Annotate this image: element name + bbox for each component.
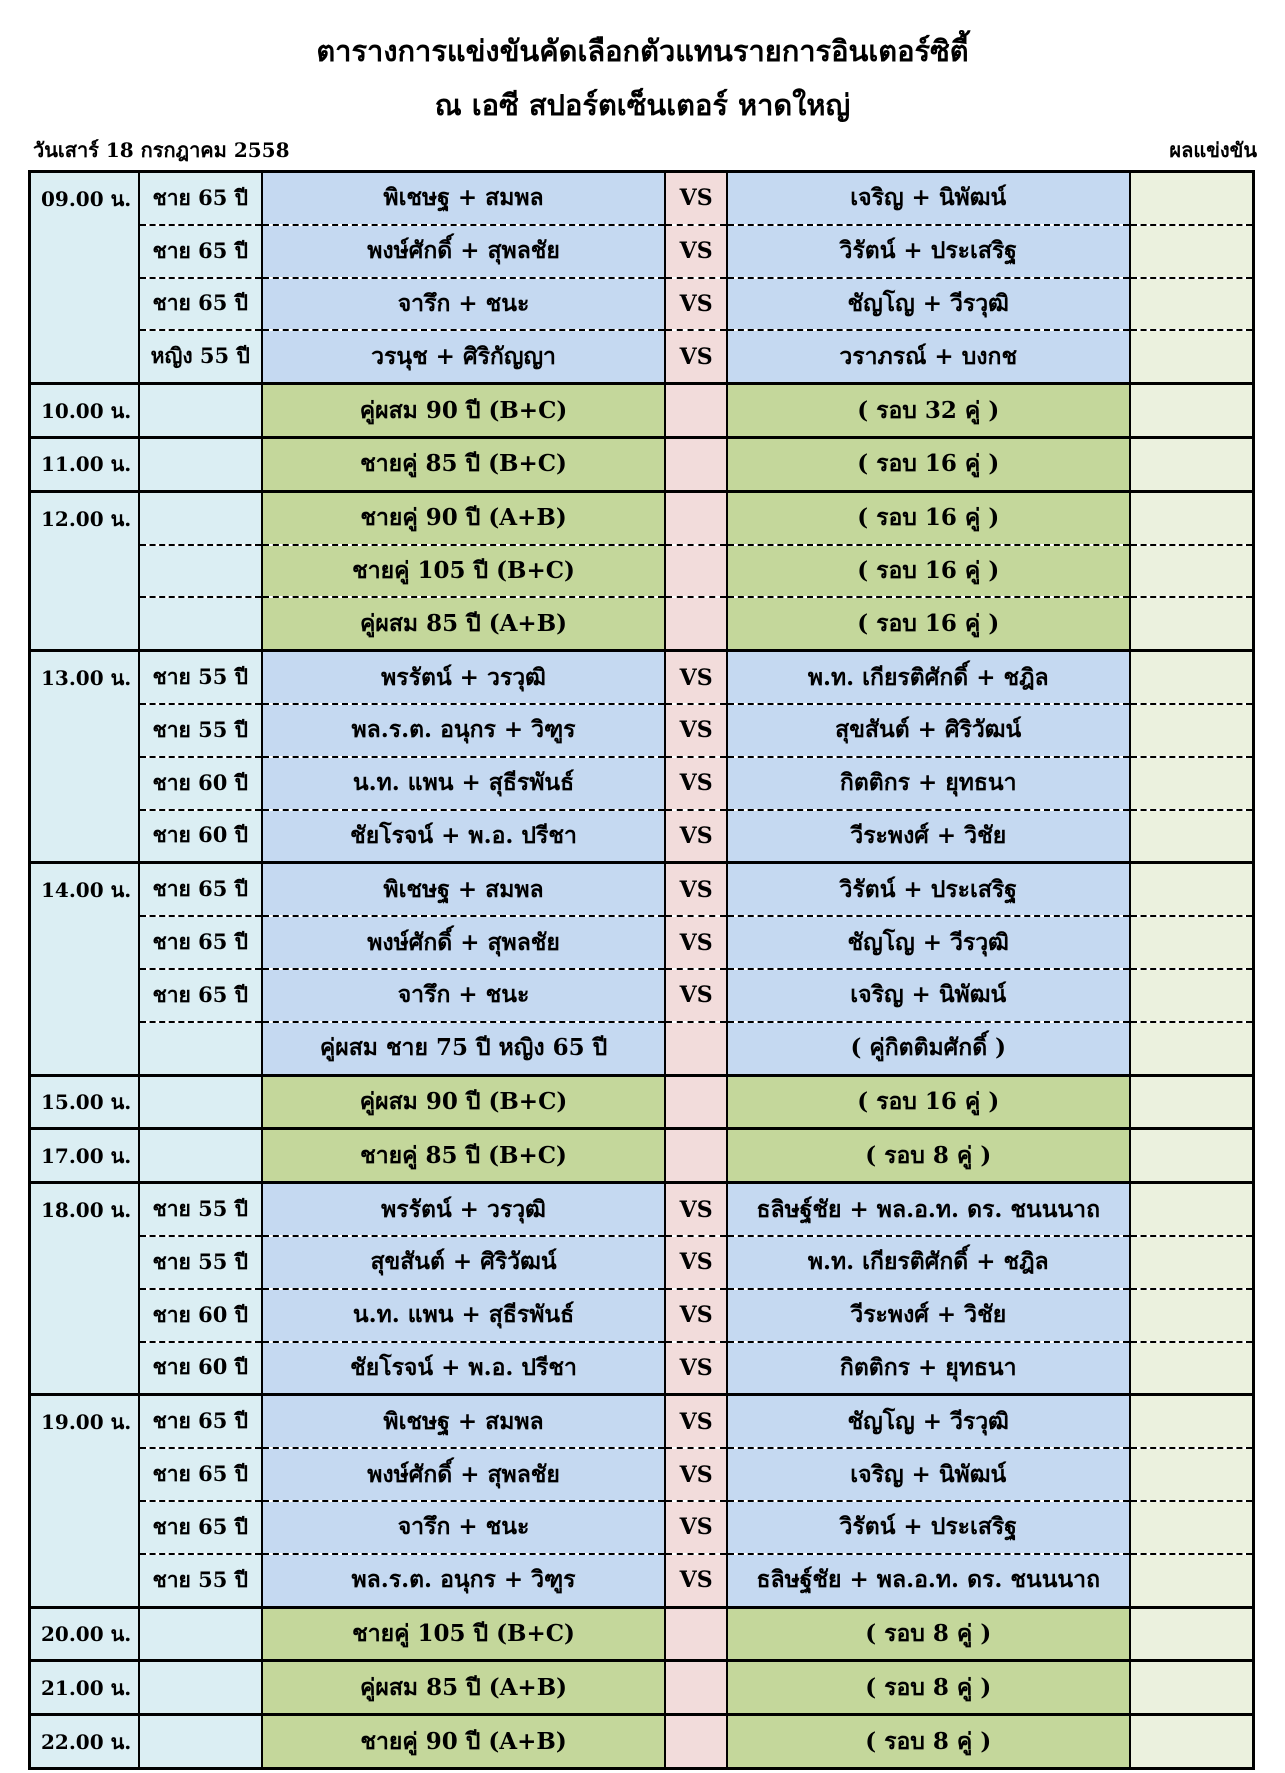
category-cell xyxy=(139,1022,262,1075)
team-left-cell: พิเชษฐ + สมพล xyxy=(262,172,666,225)
event-name-cell: คู่ผสม 85 ปี (A+B) xyxy=(262,597,666,650)
team-right-cell: วิรัตน์ + ประเสริฐ xyxy=(727,863,1130,916)
category-cell: ชาย 65 ปี xyxy=(139,1501,262,1554)
time-cell: 15.00 น. xyxy=(30,1075,139,1129)
result-cell xyxy=(1130,384,1254,438)
event-row xyxy=(30,1129,1254,1183)
time-cell: 20.00 น. xyxy=(30,1607,139,1661)
vs-cell: VS xyxy=(665,330,726,383)
category-cell xyxy=(139,1129,262,1183)
team-left-cell: น.ท. แพน + สุธีรพันธ์ xyxy=(262,1289,666,1342)
category-cell: ชาย 60 ปี xyxy=(139,757,262,810)
match-row xyxy=(30,1022,1254,1075)
team-right-cell: กิตติกร + ยุทธนา xyxy=(727,757,1130,810)
vs-cell: VS xyxy=(665,278,726,331)
match-row xyxy=(30,1183,1254,1236)
event-name-cell: ชายคู่ 105 ปี (B+C) xyxy=(262,545,666,598)
event-row xyxy=(30,545,1254,598)
team-right-cell: ชัญโญ + วีรวุฒิ xyxy=(727,278,1130,331)
result-cell xyxy=(1130,863,1254,916)
team-right-cell: ธลิษฐ์ชัย + พล.อ.ท. ดร. ชนนนาถ xyxy=(727,1554,1130,1607)
result-cell xyxy=(1130,969,1254,1022)
match-row xyxy=(30,757,1254,810)
team-right-cell: วิรัตน์ + ประเสริฐ xyxy=(727,1501,1130,1554)
vs-cell xyxy=(665,1715,726,1769)
time-cell xyxy=(30,1501,139,1554)
vs-cell xyxy=(665,1075,726,1129)
result-cell xyxy=(1130,1183,1254,1236)
match-row xyxy=(30,1448,1254,1501)
result-cell xyxy=(1130,651,1254,704)
page-title: ตารางการแข่งขันคัดเลือกตัวแทนรายการอินเตอร์ซิตี้ xyxy=(316,34,969,68)
match-row xyxy=(30,651,1254,704)
venue-subtitle: ณ เอซี สปอร์ตเซ็นเตอร์ หาดใหญ่ xyxy=(434,88,851,122)
vs-cell: VS xyxy=(665,172,726,225)
team-left-cell: ชัยโรจน์ + พ.อ. ปรีชา xyxy=(262,1342,666,1395)
category-cell: ชาย 65 ปี xyxy=(139,225,262,278)
match-row xyxy=(30,969,1254,1022)
team-left-cell: พล.ร.ต. อนุกร + วิฑูร xyxy=(262,1554,666,1607)
team-left-cell: จารึก + ชนะ xyxy=(262,1501,666,1554)
result-cell xyxy=(1130,545,1254,598)
team-left-cell: พงษ์ศักดิ์ + สุพลชัย xyxy=(262,225,666,278)
team-left-cell: พงษ์ศักดิ์ + สุพลชัย xyxy=(262,916,666,969)
match-row xyxy=(30,330,1254,383)
vs-cell: VS xyxy=(665,1342,726,1395)
vs-cell: VS xyxy=(665,225,726,278)
vs-cell xyxy=(665,491,726,544)
result-cell xyxy=(1130,916,1254,969)
category-cell: ชาย 55 ปี xyxy=(139,1183,262,1236)
time-cell xyxy=(30,545,139,598)
category-cell xyxy=(139,437,262,491)
time-cell: 13.00 น. xyxy=(30,651,139,704)
time-cell xyxy=(30,704,139,757)
result-cell xyxy=(1130,1236,1254,1289)
round-cell: ( รอบ 16 คู่ ) xyxy=(727,437,1130,491)
category-cell: ชาย 65 ปี xyxy=(139,863,262,916)
team-left-cell: จารึก + ชนะ xyxy=(262,278,666,331)
vs-cell xyxy=(665,1661,726,1715)
category-cell: หญิง 55 ปี xyxy=(139,330,262,383)
event-row xyxy=(30,1075,1254,1129)
time-cell xyxy=(30,1554,139,1607)
vs-cell: VS xyxy=(665,863,726,916)
category-cell xyxy=(139,597,262,650)
vs-cell: VS xyxy=(665,1395,726,1448)
event-row xyxy=(30,491,1254,544)
team-left-cell: วรนุช + ศิริกัญญา xyxy=(262,330,666,383)
category-cell: ชาย 55 ปี xyxy=(139,704,262,757)
result-cell xyxy=(1130,437,1254,491)
vs-cell: VS xyxy=(665,810,726,863)
category-cell: ชาย 65 ปี xyxy=(139,916,262,969)
event-name-cell: คู่ผสม 90 ปี (B+C) xyxy=(262,1075,666,1129)
result-cell xyxy=(1130,225,1254,278)
event-row xyxy=(30,1715,1254,1769)
result-cell xyxy=(1130,278,1254,331)
time-cell xyxy=(30,1448,139,1501)
vs-cell xyxy=(665,545,726,598)
team-right-cell: ธลิษฐ์ชัย + พล.อ.ท. ดร. ชนนนาถ xyxy=(727,1183,1130,1236)
result-cell xyxy=(1130,597,1254,650)
time-cell xyxy=(30,810,139,863)
round-cell: ( รอบ 8 คู่ ) xyxy=(727,1129,1130,1183)
vs-cell: VS xyxy=(665,651,726,704)
team-left-cell: พิเชษฐ + สมพล xyxy=(262,1395,666,1448)
category-cell xyxy=(139,384,262,438)
category-cell: ชาย 65 ปี xyxy=(139,278,262,331)
category-cell: ชาย 60 ปี xyxy=(139,1342,262,1395)
round-cell: ( รอบ 8 คู่ ) xyxy=(727,1715,1130,1769)
match-row xyxy=(30,1236,1254,1289)
time-cell: 14.00 น. xyxy=(30,863,139,916)
match-row xyxy=(30,278,1254,331)
match-date: วันเสาร์ 18 กรกฎาคม 2558 xyxy=(33,138,290,162)
result-cell xyxy=(1130,1342,1254,1395)
round-cell: ( รอบ 16 คู่ ) xyxy=(727,545,1130,598)
event-name-cell: ชายคู่ 105 ปี (B+C) xyxy=(262,1607,666,1661)
result-cell xyxy=(1130,491,1254,544)
result-cell xyxy=(1130,1022,1254,1075)
category-cell: ชาย 65 ปี xyxy=(139,1448,262,1501)
team-right-cell: พ.ท. เกียรติศักดิ์ + ชฎิล xyxy=(727,1236,1130,1289)
match-row xyxy=(30,1395,1254,1448)
time-cell xyxy=(30,225,139,278)
round-cell: ( รอบ 16 คู่ ) xyxy=(727,597,1130,650)
schedule-table xyxy=(28,170,1255,1770)
event-name-cell: คู่ผสม 85 ปี (A+B) xyxy=(262,1661,666,1715)
category-cell xyxy=(139,1715,262,1769)
result-cell xyxy=(1130,1289,1254,1342)
time-cell xyxy=(30,597,139,650)
result-cell xyxy=(1130,1501,1254,1554)
team-right-cell: เจริญ + นิพัฒน์ xyxy=(727,969,1130,1022)
team-right-cell: วีระพงศ์ + วิชัย xyxy=(727,1289,1130,1342)
team-right-cell: กิตติกร + ยุทธนา xyxy=(727,1342,1130,1395)
category-cell xyxy=(139,1661,262,1715)
result-cell xyxy=(1130,1075,1254,1129)
result-cell xyxy=(1130,1715,1254,1769)
time-cell: 10.00 น. xyxy=(30,384,139,438)
team-left-cell: จารึก + ชนะ xyxy=(262,969,666,1022)
match-row xyxy=(30,916,1254,969)
match-row xyxy=(30,704,1254,757)
time-cell xyxy=(30,916,139,969)
result-cell xyxy=(1130,330,1254,383)
match-row xyxy=(30,863,1254,916)
round-cell: ( รอบ 32 คู่ ) xyxy=(727,384,1130,438)
category-cell xyxy=(139,545,262,598)
team-left-cell: พิเชษฐ + สมพล xyxy=(262,863,666,916)
result-cell xyxy=(1130,1554,1254,1607)
team-left-cell: พงษ์ศักดิ์ + สุพลชัย xyxy=(262,1448,666,1501)
category-cell: ชาย 65 ปี xyxy=(139,1395,262,1448)
time-cell: 22.00 น. xyxy=(30,1715,139,1769)
event-name-cell: ชายคู่ 85 ปี (B+C) xyxy=(262,1129,666,1183)
time-cell xyxy=(30,757,139,810)
result-cell xyxy=(1130,1395,1254,1448)
round-cell: ( รอบ 16 คู่ ) xyxy=(727,491,1130,544)
match-row xyxy=(30,1554,1254,1607)
vs-cell: VS xyxy=(665,704,726,757)
team-left-cell: ชัยโรจน์ + พ.อ. ปรีชา xyxy=(262,810,666,863)
category-cell xyxy=(139,491,262,544)
match-row xyxy=(30,1342,1254,1395)
event-name-cell: ชายคู่ 85 ปี (B+C) xyxy=(262,437,666,491)
event-row xyxy=(30,1607,1254,1661)
event-row xyxy=(30,597,1254,650)
vs-cell: VS xyxy=(665,1448,726,1501)
team-right-cell: เจริญ + นิพัฒน์ xyxy=(727,1448,1130,1501)
vs-cell: VS xyxy=(665,1289,726,1342)
team-right-cell: วีระพงศ์ + วิชัย xyxy=(727,810,1130,863)
result-cell xyxy=(1130,1448,1254,1501)
time-cell xyxy=(30,969,139,1022)
match-row xyxy=(30,1289,1254,1342)
schedule-body xyxy=(30,172,1254,1769)
match-row xyxy=(30,225,1254,278)
event-row xyxy=(30,437,1254,491)
event-name-cell: คู่ผสม 90 ปี (B+C) xyxy=(262,384,666,438)
team-left-cell: พรรัตน์ + วรวุฒิ xyxy=(262,1183,666,1236)
event-row xyxy=(30,1661,1254,1715)
team-right-cell: สุขสันต์ + ศิริวัฒน์ xyxy=(727,704,1130,757)
round-cell: ( รอบ 8 คู่ ) xyxy=(727,1607,1130,1661)
match-row xyxy=(30,1501,1254,1554)
time-cell: 21.00 น. xyxy=(30,1661,139,1715)
team-left-cell: คู่ผสม ชาย 75 ปี หญิง 65 ปี xyxy=(262,1022,666,1075)
event-name-cell: ชายคู่ 90 ปี (A+B) xyxy=(262,491,666,544)
result-cell xyxy=(1130,704,1254,757)
team-right-cell: วิรัตน์ + ประเสริฐ xyxy=(727,225,1130,278)
result-column-label: ผลแข่งขัน xyxy=(1169,138,1257,162)
time-cell: 19.00 น. xyxy=(30,1395,139,1448)
team-right-cell: ชัญโญ + วีรวุฒิ xyxy=(727,1395,1130,1448)
time-cell xyxy=(30,278,139,331)
vs-cell: VS xyxy=(665,1183,726,1236)
category-cell: ชาย 55 ปี xyxy=(139,1554,262,1607)
round-cell: ( รอบ 8 คู่ ) xyxy=(727,1661,1130,1715)
event-name-cell: ชายคู่ 90 ปี (A+B) xyxy=(262,1715,666,1769)
vs-cell xyxy=(665,1129,726,1183)
time-cell xyxy=(30,1236,139,1289)
team-right-cell: วราภรณ์ + บงกช xyxy=(727,330,1130,383)
category-cell: ชาย 60 ปี xyxy=(139,810,262,863)
category-cell: ชาย 65 ปี xyxy=(139,172,262,225)
vs-cell xyxy=(665,437,726,491)
result-cell xyxy=(1130,1661,1254,1715)
time-cell xyxy=(30,1022,139,1075)
vs-cell: VS xyxy=(665,757,726,810)
team-left-cell: พรรัตน์ + วรวุฒิ xyxy=(262,651,666,704)
category-cell xyxy=(139,1607,262,1661)
time-cell: 17.00 น. xyxy=(30,1129,139,1183)
vs-cell: VS xyxy=(665,1501,726,1554)
time-cell xyxy=(30,330,139,383)
event-row xyxy=(30,384,1254,438)
time-cell xyxy=(30,1289,139,1342)
category-cell: ชาย 55 ปี xyxy=(139,1236,262,1289)
team-right-cell: ชัญโญ + วีรวุฒิ xyxy=(727,916,1130,969)
vs-cell: VS xyxy=(665,969,726,1022)
category-cell xyxy=(139,1075,262,1129)
result-cell xyxy=(1130,1129,1254,1183)
vs-cell xyxy=(665,384,726,438)
vs-cell: VS xyxy=(665,1236,726,1289)
result-cell xyxy=(1130,757,1254,810)
vs-cell xyxy=(665,1022,726,1075)
category-cell: ชาย 55 ปี xyxy=(139,651,262,704)
time-cell: 09.00 น. xyxy=(30,172,139,225)
time-cell: 11.00 น. xyxy=(30,437,139,491)
result-cell xyxy=(1130,172,1254,225)
team-left-cell: พล.ร.ต. อนุกร + วิฑูร xyxy=(262,704,666,757)
match-row xyxy=(30,810,1254,863)
team-right-cell: พ.ท. เกียรติศักดิ์ + ชฎิล xyxy=(727,651,1130,704)
category-cell: ชาย 60 ปี xyxy=(139,1289,262,1342)
vs-cell: VS xyxy=(665,1554,726,1607)
vs-cell xyxy=(665,597,726,650)
time-cell: 18.00 น. xyxy=(30,1183,139,1236)
vs-cell: VS xyxy=(665,916,726,969)
result-cell xyxy=(1130,810,1254,863)
team-right-cell: ( คู่กิตติมศักดิ์ ) xyxy=(727,1022,1130,1075)
team-left-cell: สุขสันต์ + ศิริวัฒน์ xyxy=(262,1236,666,1289)
time-cell xyxy=(30,1342,139,1395)
result-cell xyxy=(1130,1607,1254,1661)
round-cell: ( รอบ 16 คู่ ) xyxy=(727,1075,1130,1129)
time-cell: 12.00 น. xyxy=(30,491,139,544)
team-right-cell: เจริญ + นิพัฒน์ xyxy=(727,172,1130,225)
match-row xyxy=(30,172,1254,225)
category-cell: ชาย 65 ปี xyxy=(139,969,262,1022)
vs-cell xyxy=(665,1607,726,1661)
team-left-cell: น.ท. แพน + สุธีรพันธ์ xyxy=(262,757,666,810)
